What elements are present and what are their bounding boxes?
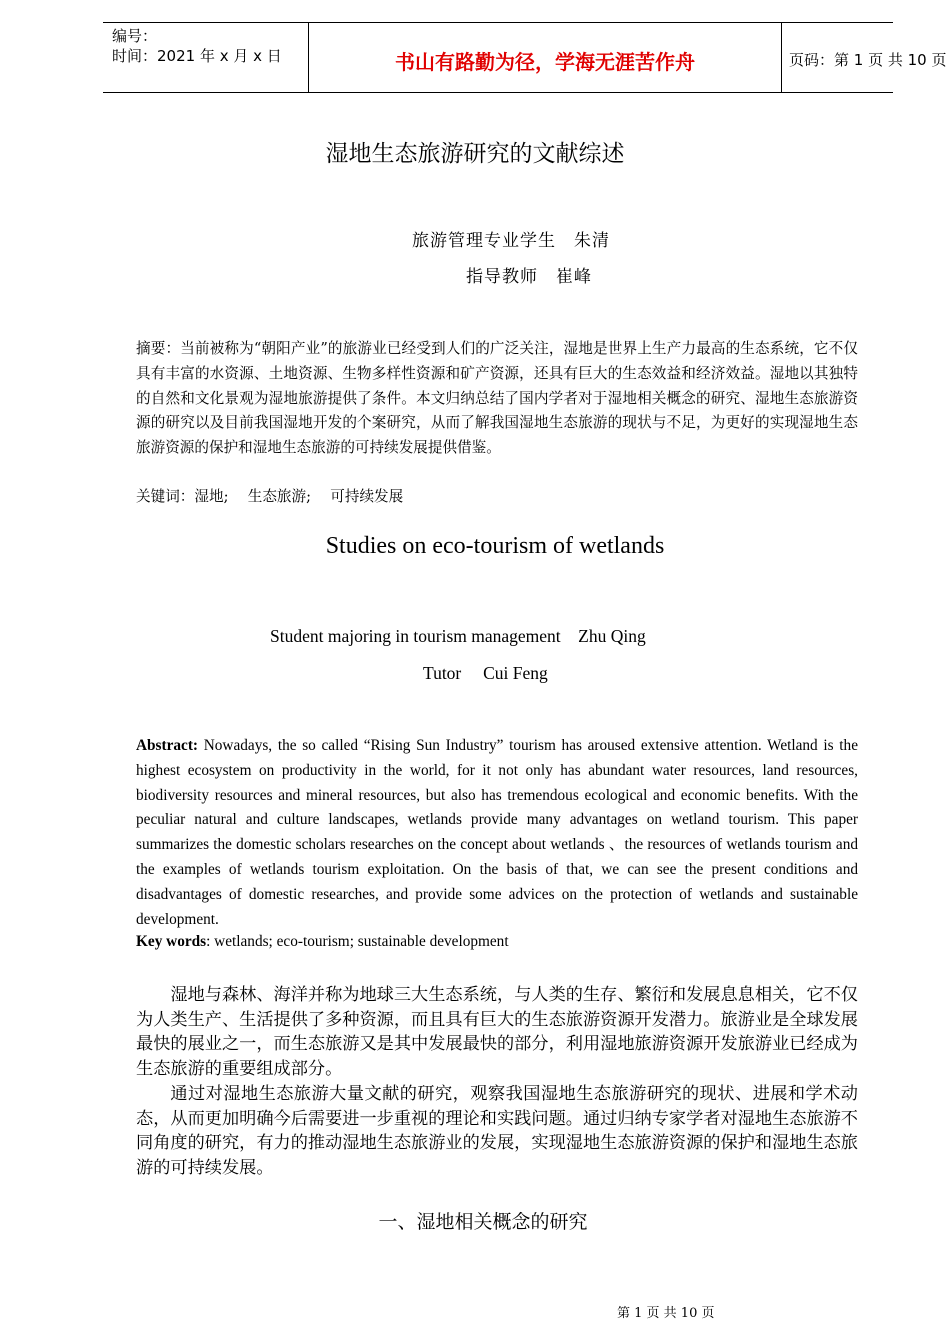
date-label: 时间：2021 年 x 月 x 日 [112, 47, 282, 65]
document-header [103, 22, 947, 93]
body-paragraph: 湿地与森林、海洋并称为地球三大生态系统，与人类的生存、繁衍和发展息息相关，它不仅为人类生产、生活提供了多种资源，而且具有巨大的生态旅游资源开发潜力。旅游业是全球发展最快的展业之一，而生态旅游又是其中发展最快的部分，利用湿地旅游资源开发旅游业已经成为生态旅游的重要组成部分。 [136, 985, 858, 1079]
chinese-author: 旅游管理专业学生 朱清 [412, 231, 610, 251]
chinese-tutor: 指导教师 崔峰 [466, 267, 592, 287]
section-heading: 一、湿地相关概念的研究 [378, 1211, 588, 1233]
english-keywords [136, 933, 509, 951]
chinese-abstract-label: 摘要： [136, 340, 181, 357]
english-abstract-label: Abstract: [136, 737, 199, 754]
chinese-abstract [136, 337, 858, 461]
chinese-abstract-text: 当前被称为“朝阳产业”的旅游业已经受到人们的广泛关注，湿地是世界上生产力最高的生态系统，它不仅具有丰富的水资源、土地资源、生物多样性资源和矿产资源，还具有巨大的生态效益和经济效益。湿地以其独特的自然和文化景观为湿地旅游提供了条件。本文归纳总结了国内学者对于湿地相关概念的研究、湿地生态旅游资源的研究以及目前我国湿地开发的个案研究，从而了解我国湿地生态旅游的现状与不足，为更好的实现湿地生态旅游资源的保护和湿地生态旅游的可持续发展提供借鉴。 [136, 340, 858, 457]
body-paragraph: 通过对湿地生态旅游大量文献的研究，观察我国湿地生态旅游研究的现状、进展和学术动态，从而更加明确今后需要进一步重视的理论和实践问题。通过归纳专家学者对湿地生态旅游不同角度的研究，有力的推动湿地生态旅游业的发展，实现湿地生态旅游资源的保护和湿地生态旅游的可持续发展。 [136, 1084, 858, 1178]
header-page-cell [780, 23, 947, 92]
serial-number-label: 编号： [112, 27, 158, 45]
chinese-keywords [136, 485, 403, 506]
english-keywords-text: : wetlands; eco-tourism; sustainable development [206, 933, 509, 950]
motto-text: 书山有路勤为径，学海无涯苦作舟 [395, 50, 695, 74]
header-motto-cell [308, 23, 782, 92]
english-abstract [136, 734, 858, 932]
page-footer: 第 1 页 共 10 页 [617, 1306, 715, 1321]
chinese-keywords-text: 湿地; 生态旅游; 可持续发展 [194, 488, 404, 505]
page-info: 页码：第 1 页 共 10 页 [789, 51, 947, 69]
header-info-cell [103, 23, 308, 92]
english-author: Student majoring in tourism management Zhu Qing [270, 626, 646, 646]
english-title: Studies on eco-tourism of wetlands [325, 533, 665, 559]
english-tutor: Tutor Cui Feng [423, 663, 548, 683]
chinese-keywords-label: 关键词： [136, 488, 195, 505]
english-keywords-label: Key words [136, 933, 207, 950]
english-abstract-text: Nowadays, the so called “Rising Sun Industry” tourism has aroused extensive attention. Wetland is the highest ecosystem on productivity in the world, for it not only has abundant water resources, land resources, biodiversity resources and mineral resources, but also has tremendous ecological and economic benefits. With the peculiar natural and culture landscapes, wetlands provide many advantages on wetland tourism. This paper summarizes the domestic scholars researches on the concept about wetlands 、the resources of wetlands tourism and the examples of wetlands tourism exploitation. On the basis of that, we can see the present conditions and disadvantages of domestic researches, and provide some advices on the protection of wetlands and sustainable development. [136, 737, 858, 928]
chinese-title: 湿地生态旅游研究的文献综述 [325, 141, 625, 167]
